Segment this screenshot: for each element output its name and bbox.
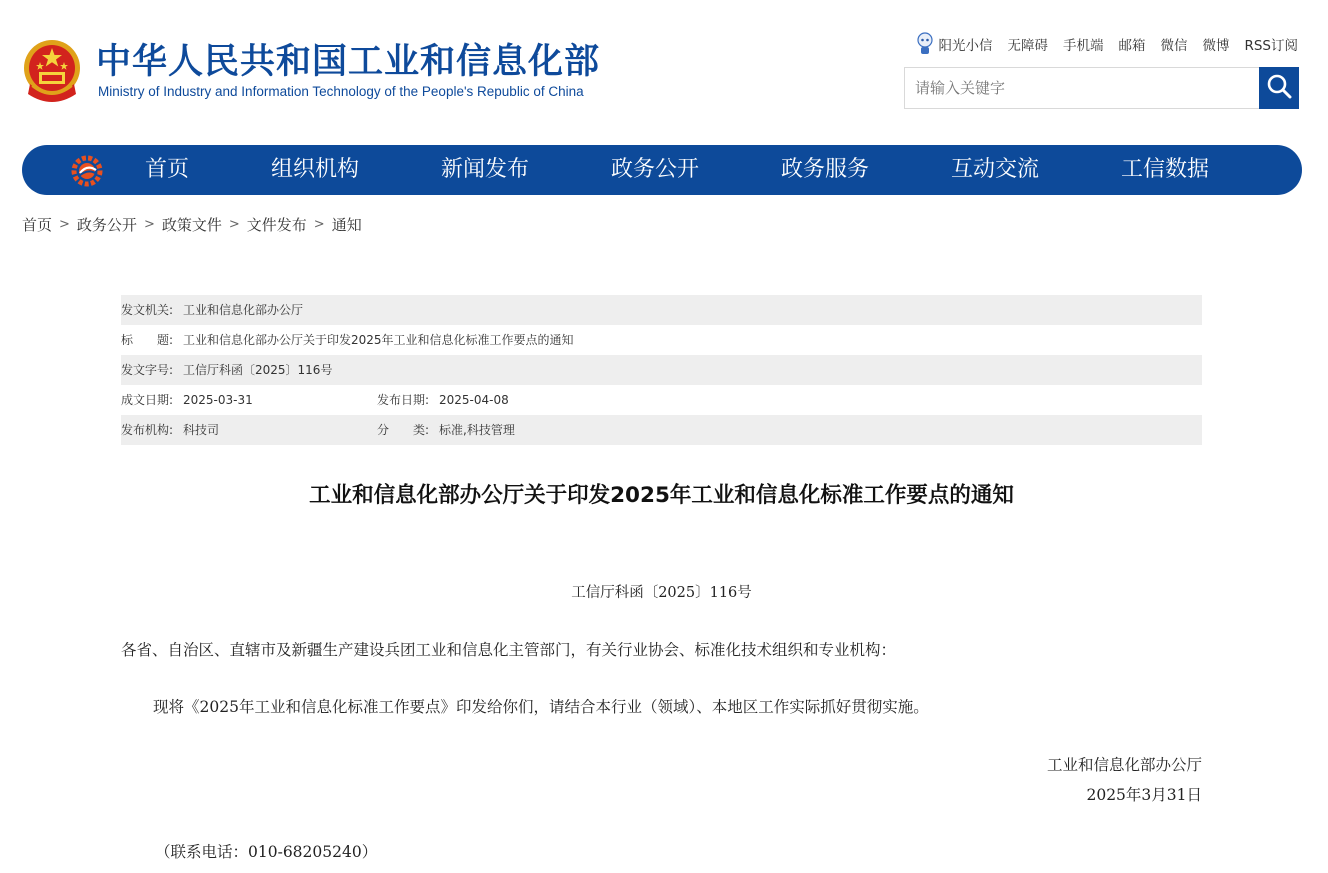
document-meta-table — [121, 295, 1202, 445]
national-emblem-icon — [22, 38, 82, 104]
nav-item-government-affairs[interactable]: 政务公开 — [611, 157, 700, 182]
article-contact: （联系电话：010-68205240） — [155, 843, 378, 861]
breadcrumb-home[interactable]: 首页 — [22, 216, 53, 234]
meta-label: 发布日期: — [377, 393, 430, 407]
nav-item-interaction[interactable]: 互动交流 — [951, 157, 1040, 182]
top-links — [916, 32, 1298, 56]
top-link-wechat[interactable]: 微信 — [1160, 38, 1188, 54]
meta-doc-number: 工信厅科函〔2025〕116号 — [183, 363, 333, 377]
nav-item-data[interactable]: 工信数据 — [1121, 157, 1210, 182]
top-link-weibo[interactable]: 微博 — [1202, 38, 1230, 54]
article-body: 现将《2025年工业和信息化标准工作要点》印发给你们，请结合本行业（领域）、本地区工作实际抓好贯彻实施。 — [153, 698, 929, 716]
breadcrumb — [22, 214, 362, 235]
meta-created-date: 2025-03-31 — [183, 393, 253, 407]
meta-label: 成文日期: — [121, 393, 174, 407]
search-box — [904, 67, 1299, 109]
meta-label: 发文字号: — [121, 363, 174, 377]
nav-item-news[interactable]: 新闻发布 — [441, 157, 530, 182]
meta-row-dates — [121, 385, 1202, 415]
article-signature: 工业和信息化部办公厅 — [1046, 756, 1202, 774]
meta-label: 发文机关: — [121, 303, 174, 317]
meta-category: 标准,科技管理 — [439, 423, 515, 437]
search-input[interactable] — [905, 68, 1259, 108]
breadcrumb-policy-documents[interactable]: 政策文件 — [161, 216, 222, 234]
top-link-rss[interactable]: RSS订阅 — [1244, 38, 1298, 54]
meta-agency: 科技司 — [183, 423, 220, 437]
breadcrumb-separator: > — [59, 217, 70, 232]
top-link-accessibility[interactable]: 无障碍 — [1007, 38, 1048, 54]
nav-item-organization[interactable]: 组织机构 — [271, 157, 360, 182]
meta-issuer: 工业和信息化部办公厅 — [183, 303, 304, 317]
nav-item-home[interactable]: 首页 — [145, 157, 190, 182]
robot-icon — [916, 32, 934, 56]
main-nav — [22, 145, 1302, 195]
search-button[interactable] — [1259, 67, 1299, 109]
breadcrumb-separator: > — [313, 217, 325, 232]
top-link-mobile[interactable]: 手机端 — [1062, 38, 1104, 54]
nav-item-services[interactable]: 政务服务 — [781, 157, 870, 182]
article-date: 2025年3月31日 — [1086, 786, 1202, 804]
meta-label: 标 题: — [121, 333, 174, 347]
breadcrumb-file-release[interactable]: 文件发布 — [246, 216, 307, 234]
top-link-sunshine[interactable]: 阳光小信 — [916, 32, 992, 56]
article-title: 工业和信息化部办公厅关于印发2025年工业和信息化标准工作要点的通知 — [309, 483, 1014, 508]
breadcrumb-separator: > — [143, 217, 155, 232]
meta-label: 分 类: — [377, 423, 430, 437]
meta-published-date: 2025-04-08 — [439, 393, 509, 407]
meta-row-issuer — [121, 295, 1202, 325]
meta-title: 工业和信息化部办公厅关于印发2025年工业和信息化标准工作要点的通知 — [183, 333, 574, 347]
meta-row-title — [121, 325, 1202, 355]
meta-label: 发布机构: — [121, 423, 174, 437]
top-link-email[interactable]: 邮箱 — [1118, 38, 1146, 54]
gear-logo-icon — [70, 154, 104, 188]
breadcrumb-notice[interactable]: 通知 — [331, 216, 362, 234]
site-subtitle: Ministry of Industry and Information Technology of the People's Republic of China — [98, 84, 584, 99]
meta-row-agency — [121, 415, 1202, 445]
breadcrumb-government-affairs[interactable]: 政务公开 — [76, 216, 137, 234]
article-salutation: 各省、自治区、直辖市及新疆生产建设兵团工业和信息化主管部门，有关行业协会、标准化技术组织和专业机构： — [121, 641, 897, 659]
article-doc-number: 工信厅科函〔2025〕116号 — [571, 585, 752, 601]
site-title[interactable]: 中华人民共和国工业和信息化部 — [96, 42, 601, 82]
search-icon — [1266, 73, 1292, 103]
meta-row-doc-number — [121, 355, 1202, 385]
breadcrumb-separator: > — [228, 217, 240, 232]
